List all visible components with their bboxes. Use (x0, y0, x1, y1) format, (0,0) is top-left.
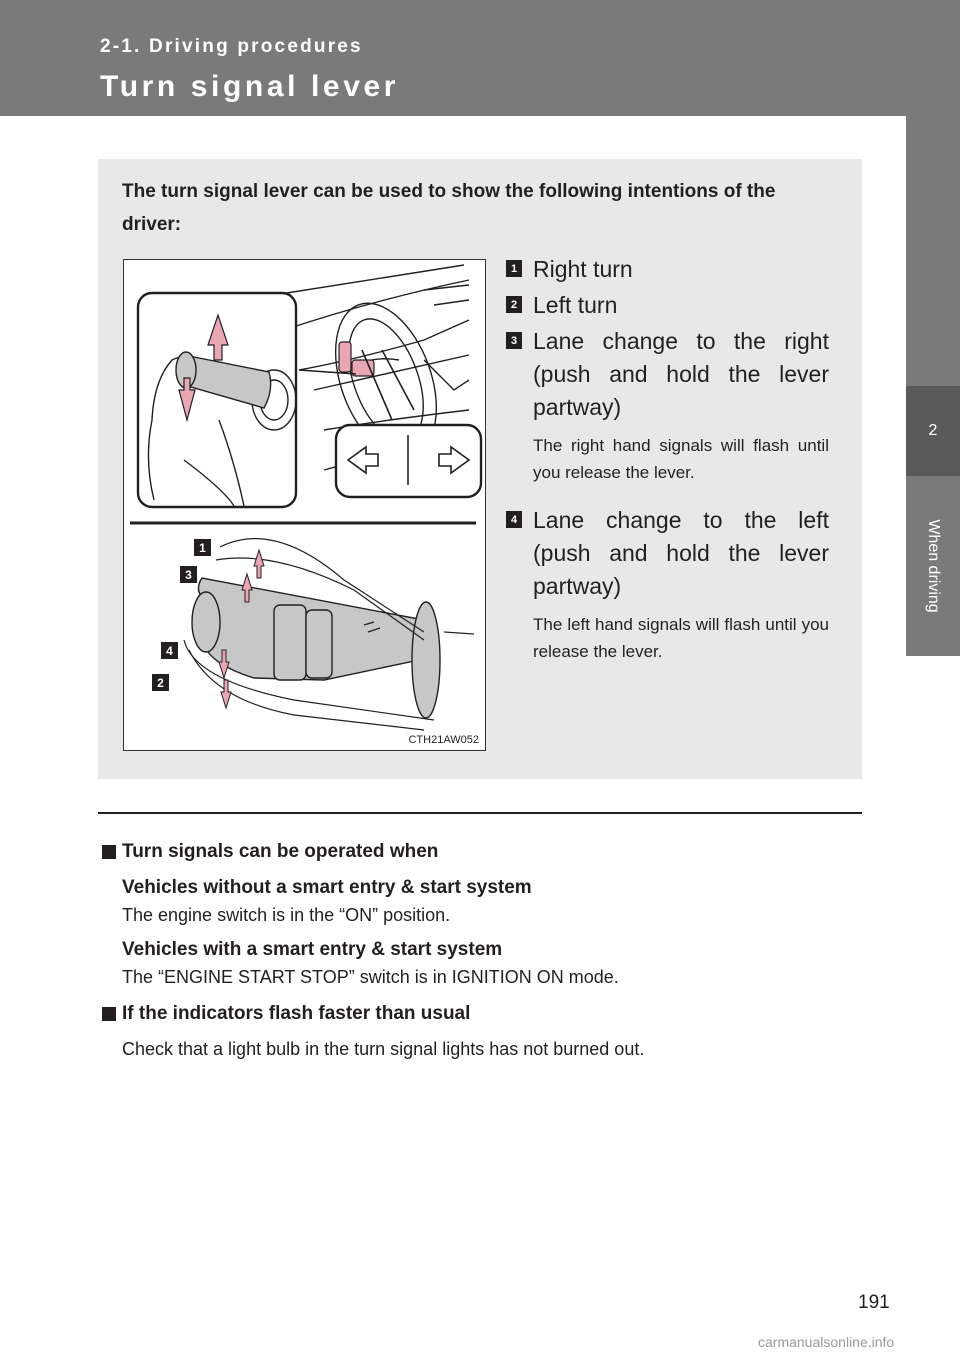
page-number: 191 (858, 1292, 890, 1313)
item-number-badge: 3 (506, 332, 522, 349)
item-number-badge: 2 (506, 296, 522, 313)
item-label: Right turn (533, 256, 633, 282)
note-heading: Turn signals can be operated when (102, 838, 862, 866)
chapter-number: 2 (906, 386, 960, 476)
list-item (506, 253, 829, 286)
list-item (506, 289, 829, 322)
page-title: Turn signal lever (100, 70, 400, 103)
note-subheading: Vehicles without a smart entry & start system (122, 877, 532, 898)
chapter-label: When driving (925, 519, 942, 613)
list-item (506, 504, 829, 665)
page-header (0, 0, 960, 116)
section-heading: 2-1. Driving procedures (100, 36, 363, 57)
section-divider (98, 812, 862, 814)
item-number-badge: 4 (506, 511, 522, 528)
square-bullet-icon (102, 845, 116, 859)
item-label: Lane change to the left (push and hold the lever partway) (533, 507, 829, 599)
watermark: carmanualsonline.info (758, 1334, 895, 1350)
item-number-badge: 1 (506, 260, 522, 277)
chapter-side-tab (906, 0, 960, 1360)
note-heading: If the indicators flash faster than usual (102, 1000, 862, 1028)
list-item (506, 325, 829, 486)
notes-section (102, 838, 862, 1062)
turn-signal-illustration (123, 259, 486, 751)
callout-4: 4 (166, 644, 173, 658)
figure-code: CTH21AW052 (408, 734, 479, 746)
callout-3: 3 (185, 568, 192, 582)
item-label: Left turn (533, 292, 618, 318)
item-note: The right hand signals will flash until you release the lever. (533, 436, 829, 482)
note-text: The “ENGINE START STOP” switch is in IGNITION ON mode. (122, 967, 619, 987)
intro-text: The turn signal lever can be used to show the following intentions of the driver: (122, 181, 776, 235)
note-text: The engine switch is in the “ON” position. (122, 905, 451, 925)
info-box (98, 159, 862, 779)
callout-1: 1 (199, 541, 206, 555)
item-note: The left hand signals will flash until you release the lever. (533, 615, 829, 661)
item-label: Lane change to the right (push and hold the lever partway) (533, 328, 829, 420)
square-bullet-icon (102, 1007, 116, 1021)
intention-list (506, 253, 829, 665)
note-text: Check that a light bulb in the turn signal lights has not burned out. (122, 1039, 645, 1059)
note-subheading: Vehicles with a smart entry & start system (122, 939, 503, 960)
callout-2: 2 (157, 676, 164, 690)
